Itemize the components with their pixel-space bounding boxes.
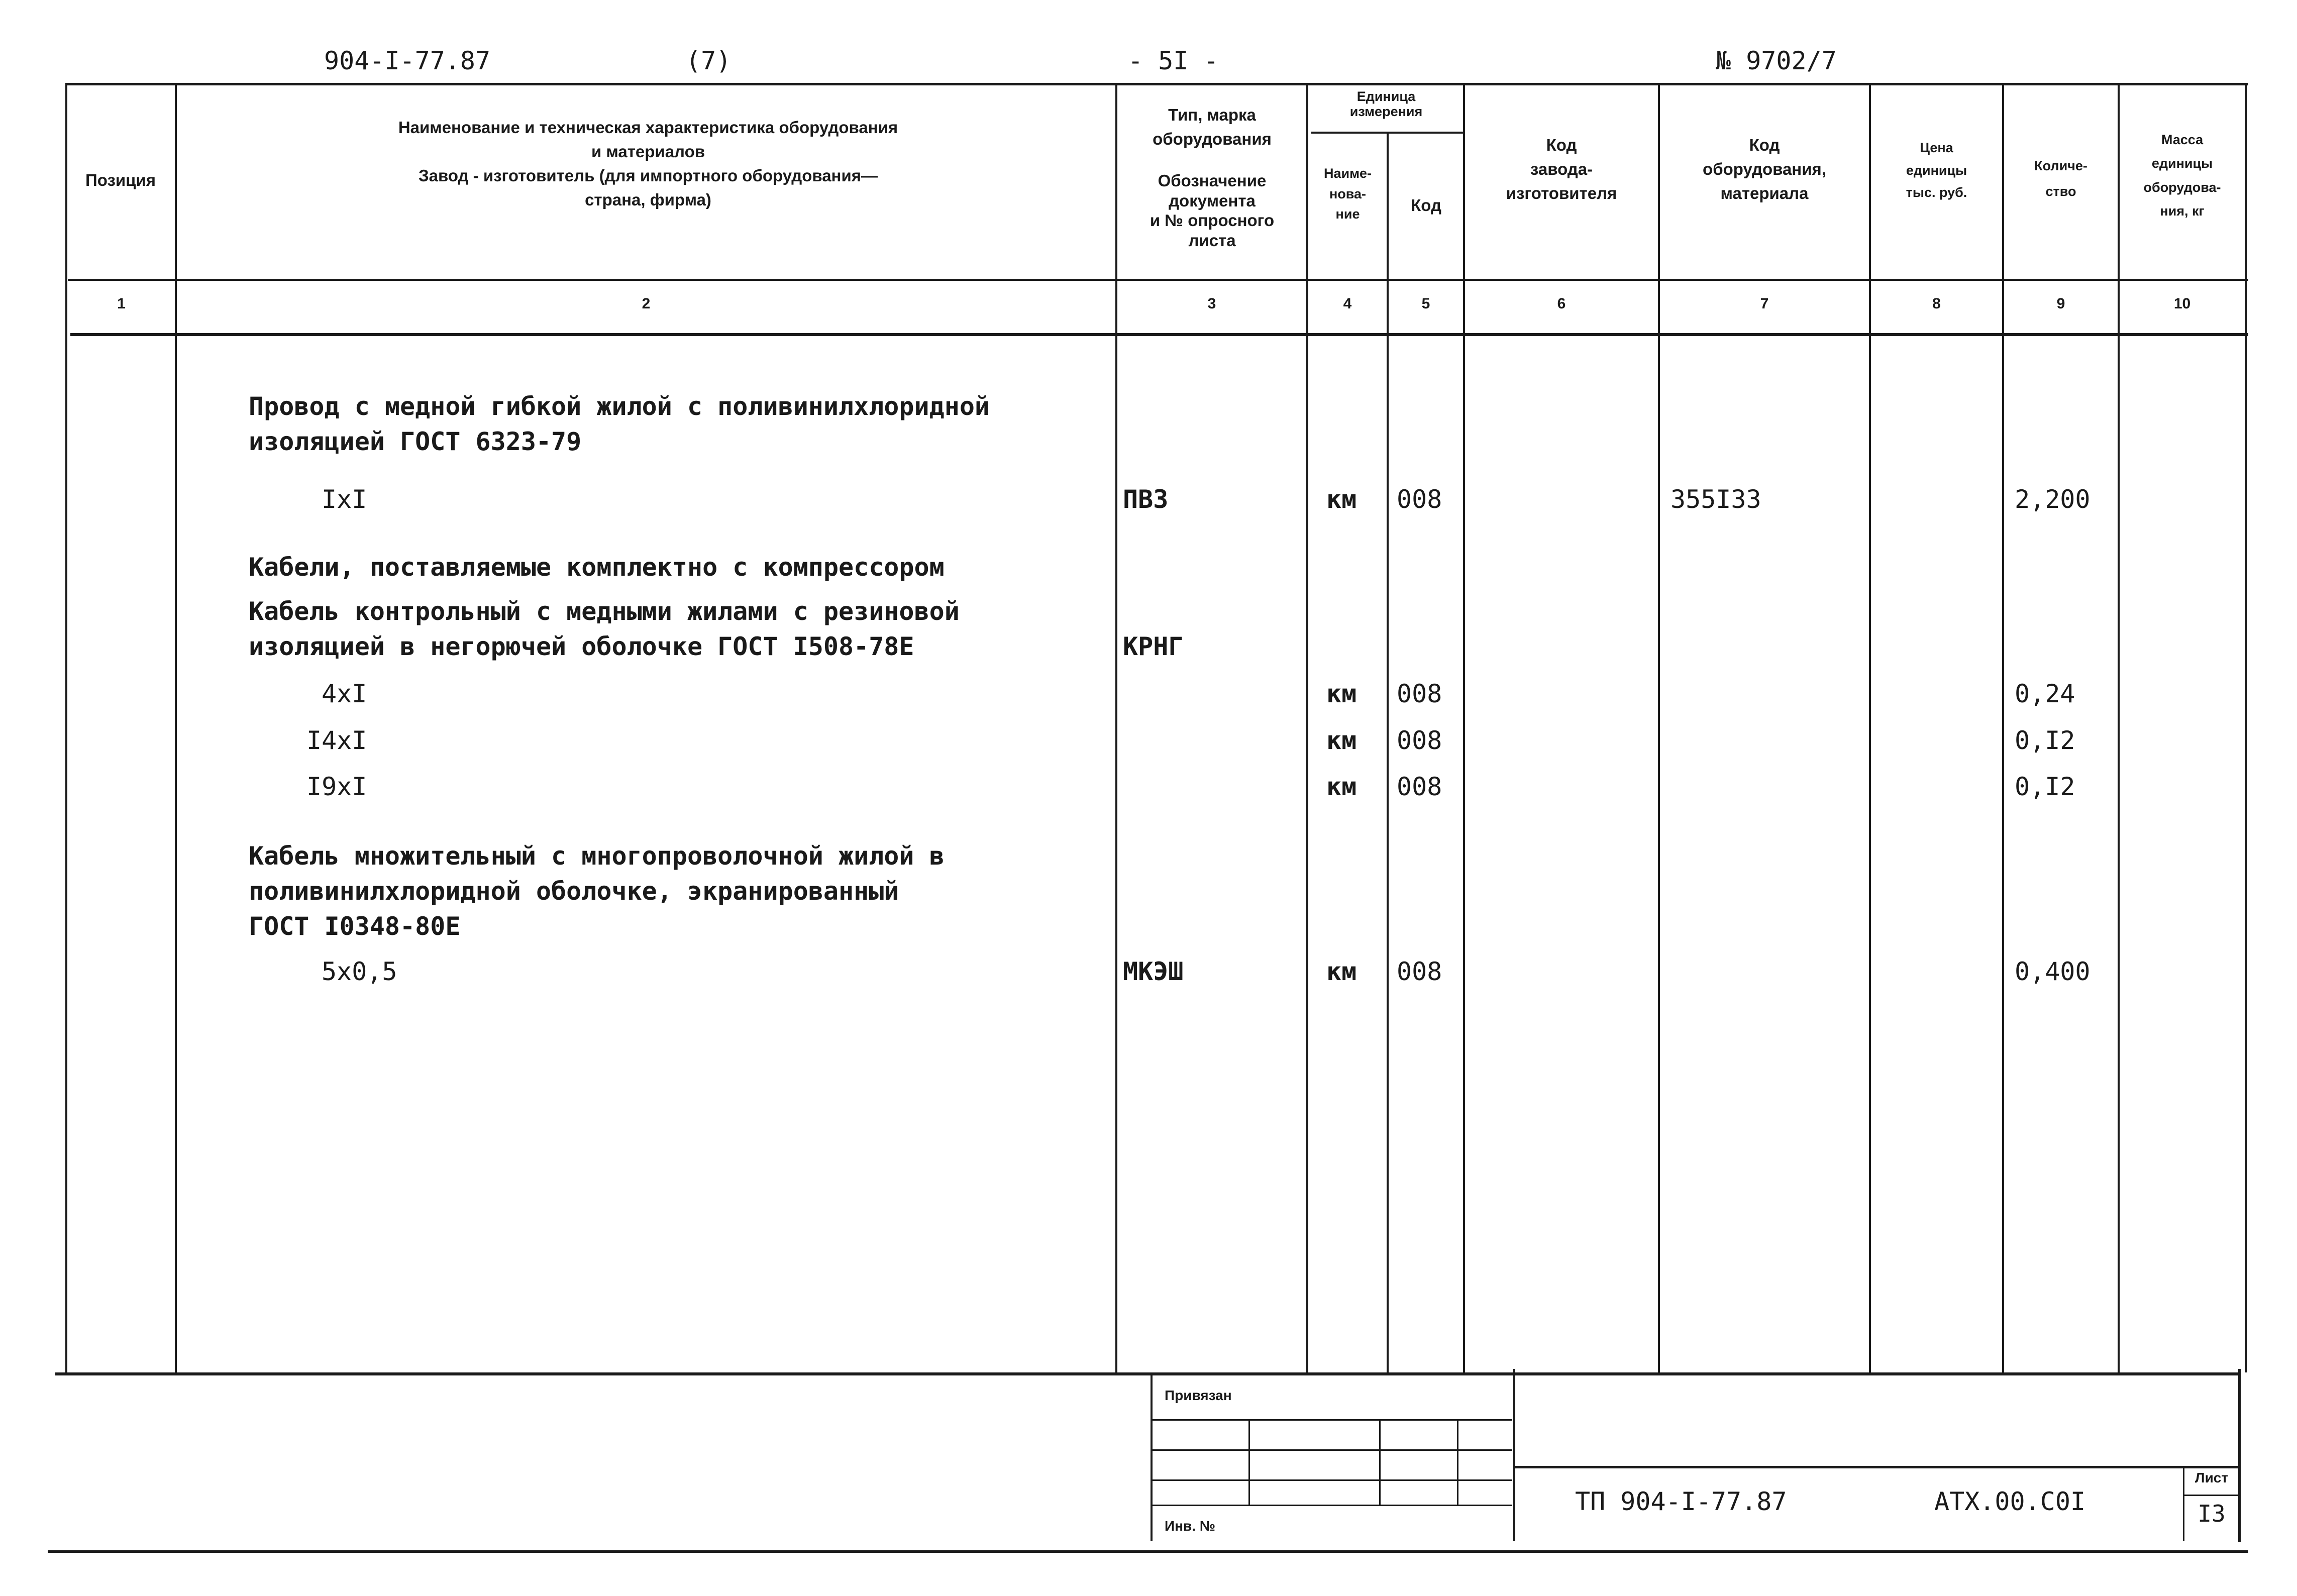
section-heading: Кабели, поставляемые комплектно с компрессором	[249, 553, 945, 582]
item-unit-code: 008	[1397, 957, 1442, 986]
item-unit: км	[1326, 726, 1357, 755]
column-number: 10	[2173, 295, 2191, 312]
column-number: 2	[642, 295, 651, 312]
inventory-number-label: Инв. №	[1165, 1518, 1216, 1534]
header-document-designation: Обозначение документа и № опросного листа	[1150, 171, 1275, 250]
part-number: (7)	[686, 46, 732, 75]
column-number: 3	[1207, 295, 1216, 312]
sheet-label: Лист	[2195, 1470, 2229, 1485]
header-quantity: Количе- ство	[2034, 158, 2087, 199]
column-number: 4	[1343, 295, 1352, 312]
archive-number: № 9702/7	[1716, 46, 1837, 75]
item-unit-code: 008	[1397, 726, 1442, 755]
header-name-characteristics: Наименование и техническая характеристика оборудования и материалов Завод - изготовитель (для импортного оборудования— страна, фирма)	[398, 118, 898, 209]
item-description: Провод с медной гибкой жилой с поливинилхлоридной	[249, 392, 990, 421]
item-description: Кабель контрольный с медными жилами с резиновой	[249, 597, 960, 626]
item-material-code: 355I33	[1670, 485, 1761, 514]
bound-label: Привязан	[1165, 1388, 1232, 1403]
page-number: - 5I -	[1128, 46, 1219, 75]
project-number: ТП 904-I-77.87	[1575, 1487, 1787, 1516]
item-unit-code: 008	[1397, 679, 1442, 708]
header-unit-code: Код	[1411, 196, 1441, 215]
item-size: I9xI	[306, 772, 367, 801]
item-quantity: 0,24	[2015, 679, 2075, 708]
item-size: I4xI	[306, 726, 367, 755]
header-unit-of-measure: Единица измерения	[1349, 89, 1423, 119]
header-material-code: Код оборудования, материала	[1703, 136, 1826, 202]
item-quantity: 0,I2	[2015, 726, 2075, 755]
item-unit-code: 008	[1397, 772, 1442, 801]
item-type: КРНГ	[1123, 632, 1184, 661]
item-type: ПВЗ	[1123, 485, 1169, 514]
item-size: 4xI	[322, 679, 367, 708]
item-description: изоляцией ГОСТ 6323-79	[249, 427, 582, 456]
header-unit-mass: Масса единицы оборудова- ния, кг	[2143, 132, 2221, 219]
item-description: Кабель множительный с многопроволочной жилой в	[249, 841, 945, 871]
document-mark: АТХ.00.С0I	[1934, 1487, 2086, 1516]
header-type-brand: Тип, марка оборудования	[1153, 105, 1272, 148]
column-number: 5	[1421, 295, 1430, 312]
column-number: 9	[2056, 295, 2065, 312]
item-quantity: 0,I2	[2015, 772, 2075, 801]
item-unit: км	[1326, 957, 1357, 986]
item-description: изоляцией в негорючей оболочке ГОСТ I508-78Е	[249, 632, 914, 661]
header-manufacturer-code: Код завода- изготовителя	[1506, 136, 1617, 202]
column-number: 7	[1760, 295, 1769, 312]
item-size: 5x0,5	[322, 957, 397, 986]
sheet-number: I3	[2198, 1500, 2226, 1527]
item-unit: км	[1326, 485, 1357, 514]
item-type: МКЭШ	[1123, 957, 1184, 986]
item-size: IxI	[322, 485, 367, 514]
document-code: 904-I-77.87	[324, 46, 491, 75]
item-quantity: 2,200	[2015, 485, 2091, 514]
column-number: 8	[1932, 295, 1941, 312]
item-description: поливинилхлоридной оболочке, экранированный	[249, 877, 899, 906]
item-unit: км	[1326, 772, 1357, 801]
header-position: Позиция	[85, 171, 156, 189]
item-description: ГОСТ I0348-80Е	[249, 912, 461, 941]
header-unit-price: Цена единицы тыс. руб.	[1906, 140, 1967, 200]
item-unit-code: 008	[1397, 485, 1442, 514]
column-number: 1	[117, 295, 126, 312]
item-quantity: 0,400	[2015, 957, 2091, 986]
header-unit-name: Наиме- нова- ние	[1323, 166, 1372, 222]
item-unit: км	[1326, 679, 1357, 708]
column-number: 6	[1557, 295, 1566, 312]
